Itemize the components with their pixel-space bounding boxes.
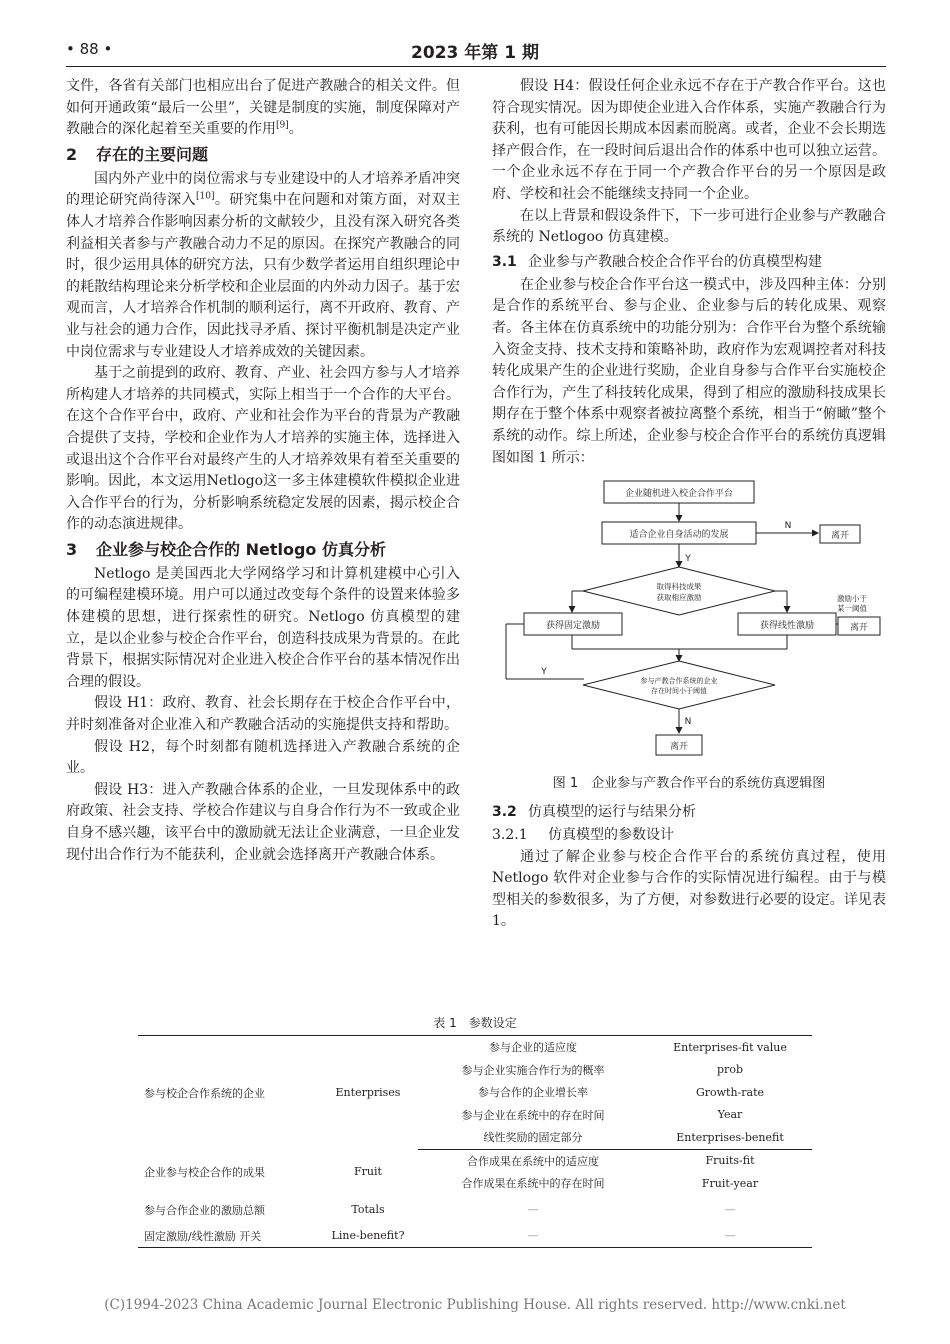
paragraph-h1: 假设 H1：政府、教育、社会长期存在于校企合作平台中，并时刻准备对企业准入和产教融合活动的实施提供支持和帮助。 [66,695,460,734]
table-row [138,1195,812,1225]
paragraph-h2: 假设 H2，每个时刻都有随机选择进入产教融合系统的企业。 [66,738,460,777]
figure-1-caption: 图 1 企业参与产教合作平台的系统仿真逻辑图 [552,776,826,792]
section-3-2-heading: 3.2 仿真模型的运行与结果分析 [492,803,696,820]
flow-n-label-2: N [684,717,692,728]
table-cell-var: Growth-rate [695,1085,765,1099]
table-cell-group1-var: Enterprises [335,1086,401,1099]
flow-linear-label: 获得线性激励 [759,621,815,632]
table-cell-group1-name: 参与校企合作系统的企业 [144,1086,265,1100]
section-3-2-1-heading: 3.2.1 仿真模型的参数设计 [492,826,674,843]
table-cell-desc: — [527,1229,539,1243]
flow-fixed-label: 获得固定激励 [545,621,601,632]
copyright-footer: (C)1994-2023 China Academic Journal Electronic Publishing House. All rights reserved. http://www.cnki.net [104,1297,846,1313]
table-cell-desc: 参与合作的企业增长率 [478,1086,588,1100]
table-cell-group2-var: Fruit [354,1165,382,1179]
table-cell-name: 参与合作企业的激励总额 [144,1203,265,1217]
flow-leave-label-1: 离开 [830,531,850,542]
table-cell-desc: 合作成果在系统中的适应度 [418,1149,648,1172]
table-cell-var: Year [717,1108,743,1122]
table-1-caption: 表 1 参数设定 [433,1016,517,1030]
flow-tech-label-2: 获取相应激励 [656,593,702,603]
paragraph-s2a: 国内外产业中的岗位需求与专业建设中的人才培养矛盾冲突的理论研究尚待深入[10]。研究集中在问题和对策方面，对双主体人才培养合作影响因素分析的文献较少，且没有深入研究各类利益相关者参与产教融合动力不足的原因。在探究产教融合的同时，很少运用具体的研究方法，只有少数学者运用自组织理论中的耗散结构理论来分析学校和企业层面的内外动力因子。基于宏观而言，人才培养合作机制的顺利运行，离不开政府、教育、产业与社会的通力合作，因此找寻矛盾、探讨平衡机制是决定产业中岗位需求与专业建设人才培养成效的关键因素。 [66,170,461,360]
header-rule [66,66,886,67]
flow-time-label-1: 参与产教合作系统的企业 [640,677,718,686]
paragraph-next: 在以上背景和假设条件下，下一步可进行企业参与产教融合系统的 Netlogoo 仿真建模。 [492,207,886,246]
table-cell-var: Enterprises-fit value [673,1040,787,1054]
table-cell-desc: — [527,1203,539,1216]
table-row [138,1225,812,1248]
left-column [66,76,460,866]
table-cell-desc: 合作成果在系统中的存在时间 [461,1177,605,1191]
section-3-heading: 3 企业参与校企合作的 Netlogo 仿真分析 [66,539,386,559]
section-2-heading: 2 存在的主要问题 [66,144,209,164]
flow-leave-label-2: 离开 [849,623,869,634]
table-cell-var2: — [724,1203,736,1216]
paragraph-s3a: Netlogo 是美国西北大学网络学习和计算机建模中心引入的可编程建模环境。用户可以通过改变每个条件的设置来体验多体建模的思想，进行探索性的研究。Netlogo 仿真模型的建立，是以企业参与校企合作平台，创造科技成果为背景的。在此背景下，根据实际情况对企业进入校企合作平台的基本情况作出合理的假设。 [66,565,460,690]
paragraph-s2b: 基于之前提到的政府、教育、产业、社会四方参与人才培养所构建人才培养的共同模式，实际上相当于一个合作的大平台。在这个合作平台中，政府、产业和社会作为平台的背景为产教融合提供了支持，学校和企业作为人才培养的实施主体，选择进入或退出这个合作平台对最终产生的人才培养效果有着至关重要的影响。因此，本文运用Netlogo这一多主体建模软件模拟企业进入合作平台的行为，分析影响系统稳定发展的因素，揭示校企合作的动态演进规律。 [66,365,460,533]
table-cell-desc: 线性奖励的固定部分 [483,1131,583,1145]
parameter-table [138,1035,812,1248]
table-cell-desc: 参与企业在系统中的存在时间 [461,1108,605,1122]
table-cell-var: Fruit-year [701,1176,759,1190]
section-3-1-heading: 3.1 企业参与产教融合校企合作平台的仿真模型构建 [492,253,822,270]
figure-1-flowchart [492,477,886,769]
flow-tech-diamond [583,567,775,615]
flow-fit-label: 适合企业自身活动的发展 [629,530,729,541]
paragraph-s321: 通过了解企业参与校企合作平台的系统仿真过程，使用 Netlogo 软件对企业参与合作的实际情况进行编程。由于与模型相关的参数很多，为了方便，对参数进行必要的设定。详见表 1。 [492,848,886,930]
table-cell-var2: — [724,1229,736,1243]
paragraph-s31: 在企业参与校企合作平台这一模式中，涉及四种主体：分别是合作的系统平台、参与企业、企业参与后的转化成果、观察者。各主体在仿真系统中的功能分别为：合作平台为整个系统输入资金支持、技术支持和策略补助，政府作为宏观调控者对科技转化成果产生的企业进行奖励，企业自身参与合作平台实施校企合作行为，产生了科技转化成果，得到了相应的激励科技成果长期存在于整个体系中观察者被拉离整个系统，相当于“俯瞰”整个系统的动作。综上所述，企业参与校企合作平台的系统仿真逻辑图如图 1 所示： [492,276,886,466]
table-cell-var: Totals [351,1203,385,1216]
paragraph-h3: 假设 H3：进入产教融合体系的企业，一旦发现体系中的政府政策、社会支持、学校合作建议与自身合作行为不一致或企业自身不感兴趣，该平台中的激励就无法让企业满意，一旦企业发现付出合作行为不能获利，企业就会选择离开产教融合体系。 [66,781,460,863]
page-number: • 88 • [66,40,113,58]
flow-start-label: 企业随机进入校企合作平台 [624,489,734,500]
table-row [138,1149,812,1172]
table-cell-desc: 参与企业实施合作行为的概率 [461,1063,605,1077]
table-cell-group2-name: 企业参与校企合作的成果 [144,1165,265,1179]
flow-y-label-2: Y [541,667,547,678]
table-cell-var: Line-benefit? [331,1229,405,1243]
table-row [138,1036,812,1059]
right-column [492,76,886,933]
flow-leave-label-3: 离开 [669,742,689,753]
flow-n-label-1: N [784,521,792,532]
table-cell-var: Enterprises-benefit [676,1130,784,1144]
flow-threshold-label-1: 激励小于 [837,594,867,604]
flow-threshold-label-2: 某一阈值 [837,604,867,614]
flow-time-label-2: 存在时间小于阈值 [651,687,707,696]
table-cell-desc: 参与企业的适应度 [489,1041,577,1055]
table-cell-var: prob [717,1063,743,1077]
table-1 [138,1014,812,1248]
paragraph-h4: 假设 H4：假设任何企业永远不存在于产教合作平台。这也符合现实情况。因为即使企业进入合作体系，实施产教融合行为获利，也有可能因长期成本因素而脱离。或者，企业不会长期选择产假合作，在一段时间后退出合作的体系中也可以独立运营。一个企业永远不存在于同一个产教合作平台的另一个原因是政府、学校和社会不能继续支持同一个企业。 [492,78,886,202]
flow-tech-label-1: 取得科技成果 [656,582,702,592]
paragraph-intro: 文件，各省有关部门也相应出台了促进产教融合的相关文件。但如何开通政策“最后一公里”，关键是制度的实施，制度保障对产教融合的深化起着至关重要的作用[9]。 [66,78,460,138]
table-cell-var: Fruits-fit [648,1149,812,1172]
flow-y-label-1: Y [685,554,691,565]
journal-issue: 2023 年第 1 期 [411,43,539,63]
flow-time-diamond [583,661,775,709]
table-cell-name: 固定激励/线性激励 开关 [144,1229,262,1243]
